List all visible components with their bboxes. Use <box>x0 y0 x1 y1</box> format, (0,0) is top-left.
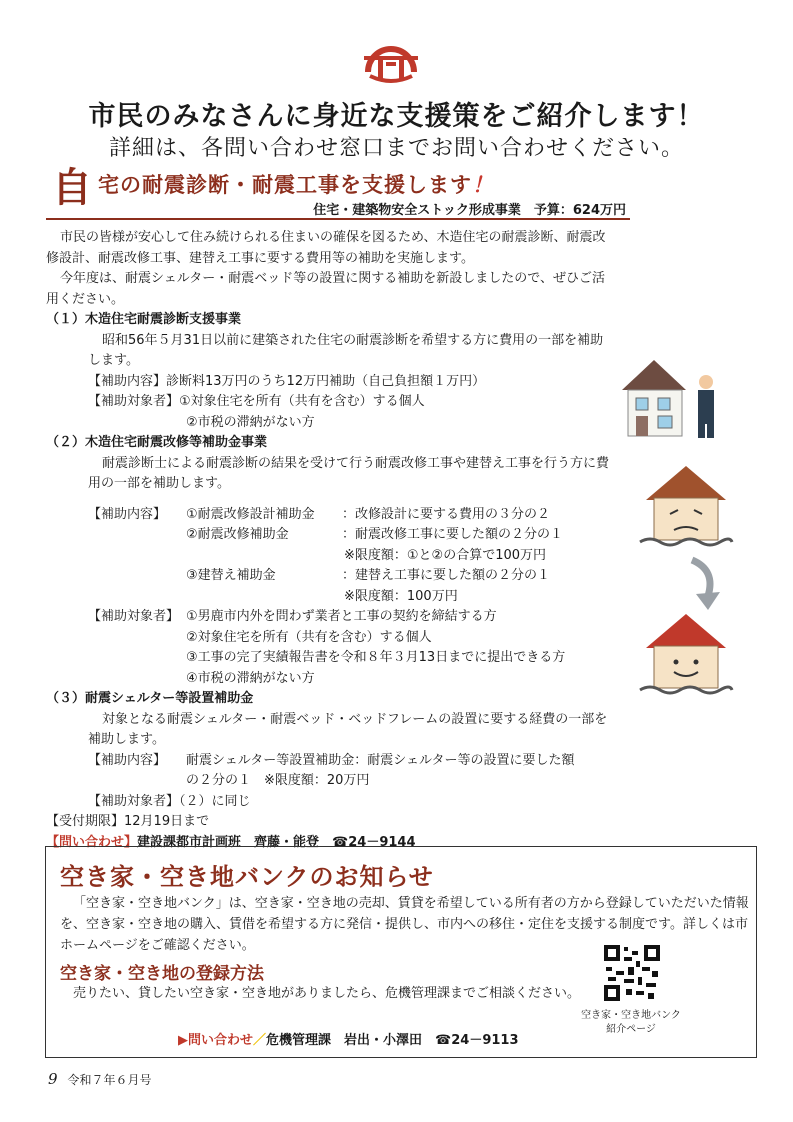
content-row: 【補助内容】 耐震シェルター等設置補助金：耐震シェルター等の設置に要した額 <box>88 752 575 768</box>
contact: 【問い合わせ】建設課都市計画班 齊藤・能登 ☎24－9144 <box>46 834 416 850</box>
page-subtitle: 詳細は、各問い合わせ窓口までお問い合わせください。 <box>108 136 684 161</box>
intro-paragraph: 今年度は、耐震シェルター・耐震ベッド等の設置に関する補助を新設しましたので、ぜひご活用ください。 <box>46 271 605 307</box>
phone-icon: ☎ <box>435 1033 452 1048</box>
phone-icon: ☎ <box>332 834 349 850</box>
box-subheading: 空き家・空き地の登録方法 <box>60 964 264 984</box>
target-row: 【補助対象者】 ①男鹿市内外を問わず業者と工事の契約を締結する方 <box>88 609 497 624</box>
section-budget: 住宅・建築物安全ストック形成事業 予算：624万円 <box>313 203 626 218</box>
content-row: の２分の１ ※限度額：20万円 <box>186 773 370 788</box>
item-heading: （３）耐震シェルター等設置補助金 <box>46 691 254 706</box>
damaged-house-icon <box>636 458 736 548</box>
section-title: 宅の耐震診断・耐震工事を支援します！ <box>98 173 494 197</box>
section-header <box>46 163 630 221</box>
deadline: 【受付期限】12月19日まで <box>46 814 210 829</box>
item-desc: 対象となる耐震シェルター・耐震ベッド・ベッドフレームの設置に要する経費の一部を補助します。 <box>88 711 608 747</box>
page-footer <box>48 1070 152 1088</box>
page-number: 9 <box>48 1070 58 1088</box>
vacant-house-bank-box <box>45 846 757 1058</box>
content-row: ②耐震改修補助金 ：耐震改修工事に要した額の２分の１ <box>186 527 564 542</box>
issue-label: 令和７年６月号 <box>67 1073 152 1087</box>
box-paragraph: 「空き家・空き地バンク」は、空き家・空き地の売却、賃貸を希望している所有者の方から登録していただいた情報を、空き家・空き地の購入、賃借を希望する方に発信・提供し、市内への移住・定住を支援する制度です。詳しくは市ホームページをご確認ください。 <box>60 896 749 953</box>
section-divider <box>46 218 630 220</box>
arrow-down-icon <box>686 556 726 612</box>
item-target: 【補助対象者】①対象住宅を所有（共有を含む）する個人 <box>88 394 425 409</box>
qr-code-icon[interactable] <box>604 945 660 1001</box>
repaired-house-icon <box>636 606 736 696</box>
limit-note: ※限度額：①と②の合算で100万円 <box>344 547 547 563</box>
content-row: 【補助内容】 ①耐震改修設計補助金 ：改修設計に要する費用の３分の２ <box>88 506 551 522</box>
box-contact: ▶問い合わせ／危機管理課 岩出・小澤田 ☎24－9113 <box>178 1033 519 1048</box>
item-desc: 昭和56年５月31日以前に建築された住宅の耐震診断を希望する方に費用の一部を補助します。 <box>88 332 604 368</box>
target-row: ④市税の滞納がない方 <box>186 670 315 686</box>
item-heading: （１）木造住宅耐震診断支援事業 <box>46 312 242 327</box>
section-body <box>46 228 616 853</box>
item-desc: 耐震診断士による耐震診断の結果を受けて行う耐震改修工事や建替え工事を行う方に費用の一部を補助します。 <box>88 455 610 491</box>
item-content: 【補助内容】診断料13万円のうち12万円補助（自己負担額１万円） <box>88 373 486 389</box>
content-row: ③建替え補助金 ：建替え工事に要した額の２分の１ <box>186 568 551 583</box>
target-row: ③工事の完了実績報告書を令和８年３月13日までに提出できる方 <box>186 650 566 665</box>
target-row: ②対象住宅を所有（共有を含む）する個人 <box>186 629 432 645</box>
item-target: ②市税の滞納がない方 <box>186 414 315 430</box>
house-illustration-icon <box>614 350 724 440</box>
item-target: 【補助対象者】（２）に同じ <box>88 793 251 809</box>
qr-caption: 空き家・空き地バンク 紹介ページ <box>581 1010 681 1035</box>
limit-note: ※限度額：100万円 <box>344 588 458 604</box>
page-title: 市民のみなさんに身近な支援策をご紹介します！ <box>88 101 705 132</box>
box-title: 空き家・空き地バンクのお知らせ <box>60 863 434 891</box>
intro-paragraph: 市民の皆様が安心して住み続けられる住まいの確保を図るため、木造住宅の耐震診断、耐震改修設計、耐震改修工事、建替え工事に要する費用等の補助を実施します。 <box>46 230 606 266</box>
box-paragraph: 売りたい、貸したい空き家・空き地がありましたら、危機管理課までご相談ください。 <box>73 986 581 1001</box>
item-heading: （２）木造住宅耐震改修等補助金事業 <box>46 435 268 450</box>
city-emblem-icon <box>360 38 422 84</box>
section-initial: 自 <box>52 165 92 211</box>
